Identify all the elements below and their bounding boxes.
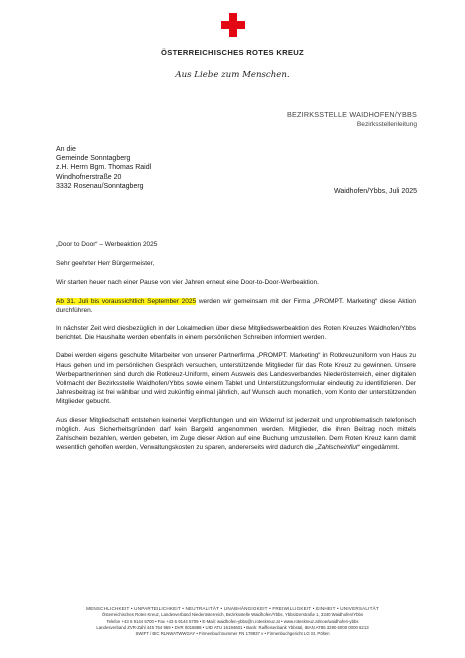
letter-date: Waidhofen/Ybbs, Juli 2025 (333, 188, 417, 195)
paragraph-5-end: eingedämmt. (359, 444, 400, 452)
address-line: An die (56, 146, 76, 153)
footer-line: SWIFT / BIC RLNWATWWGAY • Firmenbuchnummer FN 178937 v • Firmenbuchgericht LG St. Pölten (135, 631, 330, 637)
department-sub: Bezirksstellenleitung (356, 121, 417, 128)
address-line: 3332 Rosenau/Sonntagberg (56, 182, 144, 190)
red-cross-icon (220, 10, 246, 40)
footer (0, 606, 465, 637)
paragraph-2 (56, 297, 416, 315)
organization-name: ÖSTERREICHISCHES ROTES KREUZ (161, 48, 304, 57)
recipient-address (56, 145, 151, 191)
paragraph-4: Dabei werden eigens geschulte Mitarbeiter von unserer Partnerfirma „PROMPT. Marketing“ in Rotkreuzuniform von Haus zu Haus gehen und im persönlichen Gespräch versuchen, unterstützende Mitglieder für das Rote Kreuz zu gewinnen. Unsere Werbepartnerinnen sind durch die Rotkreuz-Uniform, einem Ausweis des Landesverbandes Niederösterreich, einer digitalen Vollmacht der Bezirksstelle Waidhofen/Ybbs sowie einem Tablet und Unterstützungsformular eindeutig zu identifizieren. Der Jahresbeitrag ist frei wählbar und wird zukünftig einmal jährlich, auf Wunsch auch monatlich, vom Konto der unterstützenden Mitglieder gebucht. (56, 352, 416, 406)
paragraph-5-text: Aus dieser Mitgliedschaft entstehen keinerlei Verpflichtungen und ein Widerruf ist jederzeit und unproblematisch telefonisch möglich. Aus Sicherheitsgründen darf kein Bargeld angenommen werden. Mitglieder, die ihren Beitrag noch mittels Zahlschein bezahlen, werden gebeten, im Zuge dieser Aktion auf eine Buchung umzustellen. Dem Roten Kreuz kann damit wesentlich geholfen werden, Verwaltungskosten zu sparen, andererseits wird dadurch die (56, 416, 416, 452)
footer-line: Telefon +43 5 9144 5700 • Fax +43 5 9144 5709 • E-Mail: waidhofen-ybbs@n.roteskreuz.at • www.roteskreuz.at/noe/waidhofen-ybbs (106, 618, 359, 624)
letter-subject: „Door to Door“ – Werbeaktion 2025 (56, 241, 158, 248)
address-line: Gemeinde Sonntagberg (56, 155, 131, 163)
paragraph-3: In nächster Zeit wird diesbezüglich in der Lokalmedien über diese Mitgliedswerbeaktion des Roten Kreuzes Waidhofen/Ybbs berichtet. Die Haushalte werden ebenfalls in einem persönlichen Schreiben informiert werden. (56, 325, 416, 342)
footer-line: Österreichisches Rotes Kreuz, Landesverband Niederösterreich, Bezirksstelle Waidhofen/Ybbs, Ybbsitzerstraße 1, 3340 Waidhofen/Ybbs (101, 612, 364, 618)
department-name: BEZIRKSSTELLE WAIDHOFEN/YBBS (287, 110, 417, 119)
letter-body (56, 240, 416, 461)
red-cross-logo (0, 10, 465, 40)
highlighted-date-range: Ab 31. Juli bis voraussichtlich September 2025 (56, 297, 197, 305)
address-line: Windhofnerstraße 20 (56, 173, 122, 181)
footer-line: Landesverband ZVR-Zahl 445 764 959 • DVR 0016888 • UID ATU 16194601 • Bank: Raiffeisenbank Ybbstal, IBAN AT86 3290 6000 0000 6213 (96, 624, 369, 630)
department-block (287, 110, 417, 128)
quoted-term: „Zahlscheinflut“ (315, 444, 360, 452)
footer-principles: MENSCHLICHKEIT • UNPARTEILICHKEIT • NEUTRALITÄT • UNABHÄNGIGKEIT • FREIWILLIGKEIT • EINHEIT • UNIVERSALITÄT (86, 606, 379, 611)
slogan: Aus Liebe zum Menschen. (175, 70, 290, 80)
paragraph-5 (56, 416, 416, 453)
address-line: z.H. Herrn Bgm. Thomas Raidl (56, 164, 152, 172)
paragraph-1: Wir starten heuer nach einer Pause von vier Jahren erneut eine Door-to-Door-Werbeaktion. (56, 279, 319, 287)
paragraph-2-text: werden wir gemeinsam mit der Firma „PROMPT. Marketing“ diese Aktion durchführen. (56, 297, 416, 314)
salutation: Sehr geehrter Herr Bürgermeister, (56, 260, 155, 268)
